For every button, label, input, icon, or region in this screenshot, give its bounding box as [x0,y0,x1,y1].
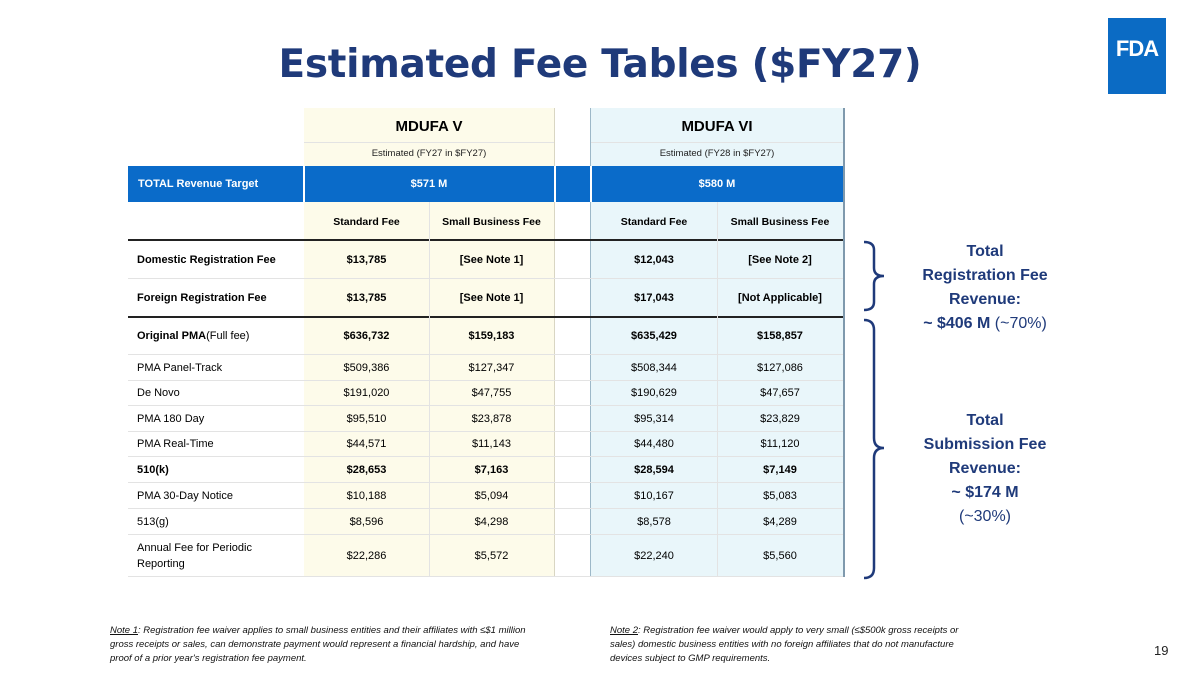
cell-v-small-business: $7,163 [474,463,509,476]
total-revenue-label: TOTAL Revenue Target [138,178,259,190]
row-label: 513(g) [137,515,169,528]
submission-revenue-summary: Total Submission Fee Revenue: ~ $174 M (~30%) [923,412,1047,525]
divider [554,166,556,202]
cell-v-standard: $8,596 [349,515,384,528]
note-1: Note 1: Registration fee waiver applies to small business entities and their affiliates with ≤$1 million gross receipts or sales, can demonstrate payment would represent a financial hardship, and have proof of a prior year's registration fee payment. [110,625,526,664]
cell-v-small-business: $127,347 [468,361,515,374]
cell-vi-standard: $22,240 [634,549,674,562]
row-label: PMA 30-Day Notice [137,489,233,502]
cell-vi-standard: $28,594 [634,463,674,476]
row-label: Annual Fee for Periodic Reporting [137,541,252,570]
divider [590,166,592,202]
col-header-vi-small-business: Small Business Fee [730,216,830,228]
row-label: Original PMA (Full fee) [137,330,250,342]
col-header-v-standard: Standard Fee [333,216,400,228]
divider [304,142,554,143]
cell-vi-small-business: $47,657 [760,387,800,399]
cell-vi-small-business: $7,149 [763,463,797,476]
row-label: De Novo [137,387,180,399]
cell-vi-small-business: $127,086 [757,361,803,374]
cell-v-standard: $636,732 [343,330,390,342]
mdufa-vi-right-border [843,108,845,577]
cell-vi-small-business: $5,083 [763,489,797,502]
cell-vi-standard: $95,314 [634,412,674,425]
cell-v-small-business: [See Note 1] [459,291,524,304]
cell-v-standard: $13,785 [346,253,387,266]
cell-vi-small-business: $5,560 [763,549,797,562]
page-number: 19 [1154,643,1169,658]
cell-vi-small-business: $23,829 [760,412,800,425]
mdufa-vi-subtitle: Estimated (FY28 in $FY27) [659,148,775,159]
cell-v-standard: $10,188 [346,489,387,502]
note-2: Note 2: Registration fee waiver would apply to very small (≤$500k gross receipts or sales) domestic business entities with no foreign affiliates that do not manufacture devices subject to GMP requirements. [610,625,959,664]
cell-vi-standard: $635,429 [631,330,677,342]
table-row [128,483,843,508]
table-row [128,509,843,534]
fda-logo: FDA [1108,18,1166,94]
cell-vi-small-business: $4,289 [763,515,797,528]
table-row [128,279,843,316]
submission-brace [858,318,894,580]
cell-v-standard: $95,510 [346,412,387,425]
cell-v-small-business: $23,878 [471,412,512,425]
cell-vi-standard: $17,043 [634,291,674,304]
cell-v-small-business: $5,094 [474,489,509,502]
table-row [128,535,843,576]
cell-v-small-business: [See Note 1] [459,253,524,266]
cell-vi-small-business: [Not Applicable] [738,291,822,304]
cell-v-standard: $509,386 [343,361,390,374]
slide-title: Estimated Fee Tables ($FY27) [278,42,922,87]
cell-vi-standard: $8,578 [637,515,671,528]
cell-vi-standard: $12,043 [634,253,674,266]
cell-v-small-business: $4,298 [474,515,509,528]
table-row [128,318,843,354]
row-label: Foreign Registration Fee [137,291,267,304]
cell-v-standard: $191,020 [343,387,390,399]
cell-vi-small-business: $11,120 [760,438,800,450]
table-row [128,432,843,456]
table-row [128,381,843,405]
mdufa-vi-total: $580 M [698,178,736,190]
row-label: PMA 180 Day [137,412,205,425]
cell-v-small-business: $159,183 [468,330,515,342]
row-label: Domestic Registration Fee [137,253,276,266]
divider [591,142,843,143]
cell-v-small-business: $5,572 [474,549,509,562]
cell-vi-standard: $10,167 [634,489,674,502]
cell-vi-standard: $44,480 [634,438,674,450]
cell-v-small-business: $47,755 [471,387,512,399]
mdufa-v-total: $571 M [410,178,448,190]
cell-vi-small-business: [See Note 2] [748,253,812,266]
cell-v-standard: $13,785 [346,291,387,304]
table-row [128,241,843,278]
col-header-vi-standard: Standard Fee [620,216,688,228]
table-row [128,457,843,482]
col-header-v-small-business: Small Business Fee [442,216,541,228]
cell-v-standard: $22,286 [346,549,387,562]
row-label: PMA Panel-Track [137,361,223,374]
mdufa-v-title: MDUFA V [395,118,463,135]
mdufa-v-subtitle: Estimated (FY27 in $FY27) [371,148,487,159]
mdufa-vi-title: MDUFA VI [681,118,753,135]
table-row [128,355,843,380]
row-label: PMA Real-Time [137,438,214,450]
cell-v-small-business: $11,143 [472,438,511,450]
divider [303,166,305,202]
cell-v-standard: $28,653 [346,463,387,476]
cell-vi-small-business: $158,857 [757,330,803,342]
registration-revenue-summary: Total Registration Fee Revenue: ~ $406 M (~70%) [922,243,1048,332]
table-rule [128,576,843,577]
cell-vi-standard: $508,344 [631,361,677,374]
registration-brace [858,240,894,312]
cell-vi-standard: $190,629 [631,387,677,399]
table-row [128,406,843,431]
cell-v-standard: $44,571 [346,438,387,450]
row-label: 510(k) [137,463,169,476]
